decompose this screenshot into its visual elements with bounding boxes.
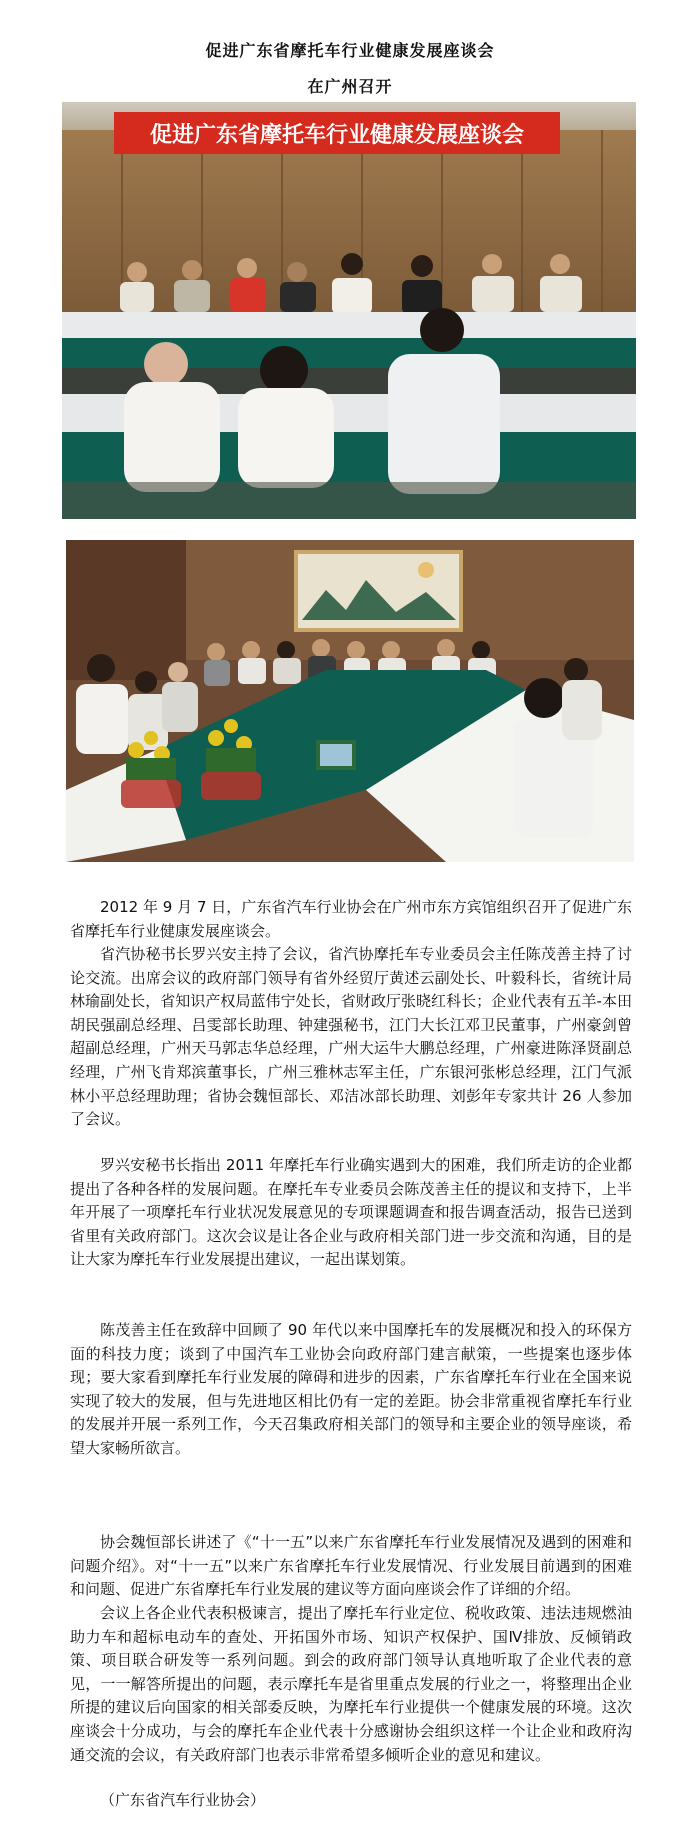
- meeting-photo-2: [66, 540, 634, 862]
- meeting-photo-1: [62, 102, 636, 519]
- article-title: 促进广东省摩托车行业健康发展座谈会: [205, 41, 495, 60]
- paragraph-6: 会议上各企业代表积极谏言，提出了摩托车行业定位、税收政策、违法违规燃油助力车和超标电动车的查处、开拓国外市场、知识产权保护、国Ⅳ排放、反倾销政策、项目联合研发等一系列问题。到会的政府部门领导认真地听取了企业代表的意见，一一解答所提出的问题，表示摩托车是省里重点发展的行业之一，将整理出企业所提的建议后向国家的相关部委反映，为摩托车行业提供一个健康发展的环境。这次座谈会十分成功，与会的摩托车企业代表十分感谢协会组织这样一个让企业和政府沟通交流的会议，有关政府部门也表示非常希望多倾听企业的意见和建议。: [70, 1604, 632, 1764]
- paragraph-5: 协会魏恒部长讲述了《“十一五”以来广东省摩托车行业发展情况及遇到的困难和问题介绍》。对“十一五”以来广东省摩托车行业发展情况、行业发展目前遇到的困难和问题、促进广东省摩托车行业发展的建议等方面向座谈会作了详细的介绍。: [70, 1533, 632, 1599]
- article-subtitle: 在广州召开: [307, 77, 393, 96]
- paragraph-3: 罗兴安秘书长指出 2011 年摩托车行业确实遇到大的困难，我们所走访的企业都提出了各种各样的发展问题。在摩托车专业委员会陈茂善主任的提议和支持下，上半年开展了一项摩托车行业状况发展意见的专项课题调查和报告调查活动，报告已送到省里有关政府部门。这次会议是让各企业与政府相关部门进一步交流和沟通，目的是让大家为摩托车行业发展提出建议，一起出谋划策。: [70, 1156, 632, 1269]
- signature: （广东省汽车行业协会）: [100, 1791, 266, 1809]
- banner-text: 促进广东省摩托车行业健康发展座谈会: [149, 123, 525, 148]
- paragraph-2: 省汽协秘书长罗兴安主持了会议，省汽协摩托车专业委员会主任陈茂善主持了讨论交流。出席会议的政府部门领导有省外经贸厅黄述云副处长、叶毅科长，省统计局林瑜副处长，省知识产权局蓝伟宁处长，省财政厅张晓红科长；企业代表有五羊-本田胡民强副总经理、吕雯部长助理、钟建强秘书，江门大长江邓卫民董事，广州豪剑曾超副总经理，广州天马郭志华总经理，广州大运牛大鹏总经理，广州豪进陈泽贤副总经理，广州飞肯郑滨董事长，广州三雅林志军主任，广东银河张彬总经理，江门气派林小平总经理助理；省协会魏恒部长、邓洁冰部长助理、刘彭年专家共计 26 人参加了会议。: [70, 945, 632, 1129]
- paragraph-4: 陈茂善主任在致辞中回顾了 90 年代以来中国摩托车的发展概况和投入的环保方面的科技力度；谈到了中国汽车工业协会向政府部门建言献策，一些提案也逐步体现；要大家看到摩托车行业发展的障碍和进步的因素，广东省摩托车行业在全国来说实现了较大的发展，但与先进地区相比仍有一定的差距。协会非常重视省摩托车行业的发展并开展一系列工作，今天召集政府相关部门的领导和主要企业的领导座谈，希望大家畅所欲言。: [70, 1321, 632, 1457]
- paragraph-1: 2012 年 9 月 7 日，广东省汽车行业协会在广州市东方宾馆组织召开了促进广东省摩托车行业健康发展座谈会。: [70, 898, 632, 940]
